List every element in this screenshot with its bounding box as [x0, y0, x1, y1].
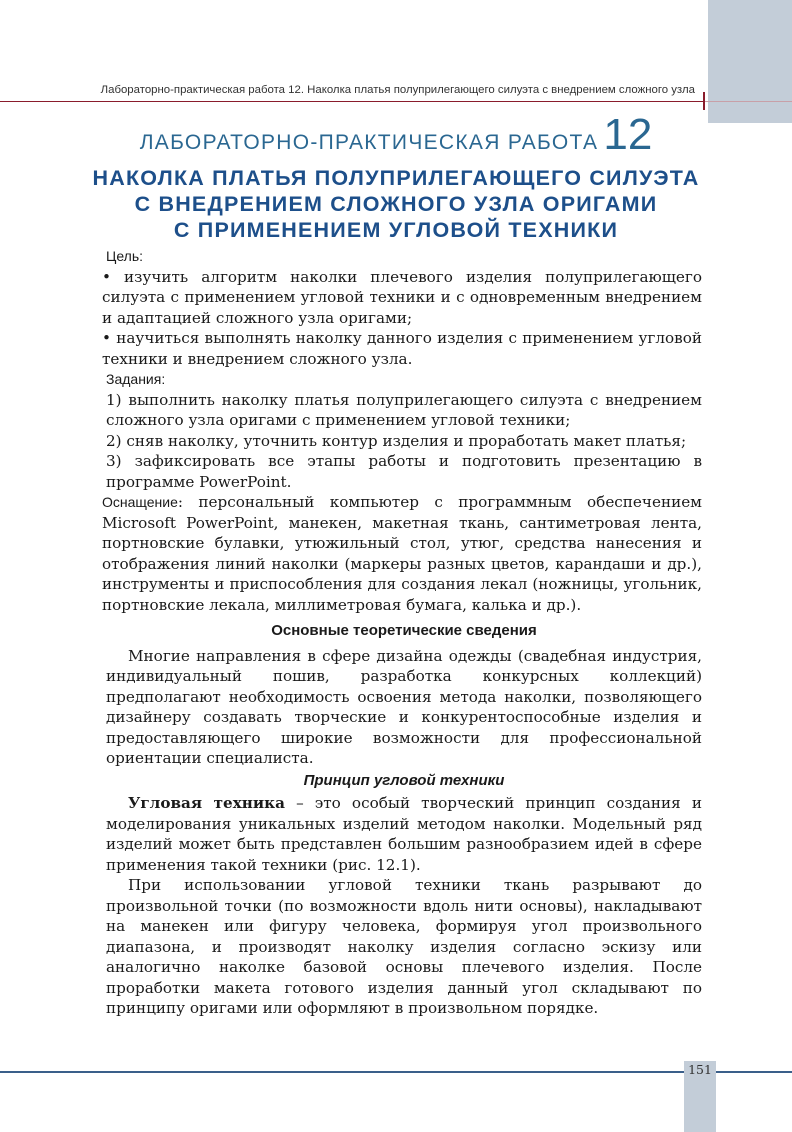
- subtitle-line: НАКОЛКА ПЛАТЬЯ ПОЛУПРИЛЕГАЮЩЕГО СИЛУЭТА: [92, 166, 700, 190]
- main-content: [102, 246, 702, 1019]
- goal-label-line: Цель:: [106, 248, 144, 264]
- principle-term: Угловая техника: [128, 794, 285, 812]
- footer-rule-right: [716, 1071, 792, 1073]
- title-label: ЛАБОРАТОРНО-ПРАКТИЧЕСКАЯ РАБОТА: [139, 131, 599, 154]
- goal-item: • изучить алгоритм наколки плечевого изделия полуприлегающего силуэта с применением угловой техники и с одновременным внедрением и адаптацией сложного узла оригами;: [102, 267, 702, 327]
- goal-label: Цель: [106, 248, 140, 264]
- page-title: [0, 110, 792, 159]
- task-item: 2) сняв наколку, уточнить контур изделия и проработать макет платья;: [106, 431, 687, 450]
- task-item: 1) выполнить наколку платья полуприлегающего силуэта с внедрением сложного узла оригами с применением угловой техники;: [106, 390, 702, 429]
- goal-item: • научиться выполнять наколку данного изделия с применением угловой техники и внедрением сложного узла.: [102, 329, 702, 368]
- page-subtitle: [0, 165, 792, 243]
- tasks-label-line: Задания:: [106, 371, 166, 387]
- header-rule: [0, 101, 703, 102]
- header-rule-right: [705, 101, 792, 102]
- equipment-label: Оснащение: [102, 494, 178, 510]
- equipment-paragraph: [102, 492, 702, 615]
- subtitle-line: С ВНЕДРЕНИЕМ СЛОЖНОГО УЗЛА ОРИГАМИ: [134, 192, 658, 216]
- page-number: 151: [688, 1062, 712, 1077]
- tasks-label: Задания: [106, 371, 162, 387]
- principle-text: – это особый творческий принцип создания и моделирования уникальных изделий методом наколки. Модельный ряд изделий может быть представлен большим разнообразием идей в сфере применения такой техники (рис. 12.1).: [106, 794, 702, 874]
- subtitle-line: С ПРИМЕНЕНИЕМ УГЛОВОЙ ТЕХНИКИ: [173, 218, 619, 242]
- title-number: 12: [603, 110, 653, 159]
- principle-paragraph-2: При использовании угловой техники ткань разрывают до произвольной точки (по возможности вдоль нити основы), накладывают на манекен или фигуру человека, формируя угол произвольного диапазона, и производят наколку изделия согласно эскизу или аналогично наколке базовой основы плечевого изделия. После проработки макета готового изделия данный угол складывают по принципу оригами или оформляют в произвольном порядке.: [106, 876, 702, 1017]
- theory-heading: Основные теоретические сведения: [271, 622, 537, 639]
- running-head: Лабораторно-практическая работа 12. Наколка платья полуприлегающего силуэта с внедрением сложного узла: [100, 84, 695, 96]
- page-corner-tab: [708, 0, 792, 123]
- task-item: 3) зафиксировать все этапы работы и подготовить презентацию в программе PowerPoint.: [106, 452, 702, 491]
- footer-rule: [0, 1071, 684, 1073]
- principle-heading: Принцип угловой техники: [303, 771, 505, 789]
- equipment-text: : персональный компьютер с программным обеспечением Microsoft PowerPoint, манекен, макетная ткань, сантиметровая лента, портновские булавки, утюжильный стол, утюг, средства нанесения и отображения линий наколки (маркеры разных цветов, карандаши и др.), инструменты и приспособления для создания лекал (ножницы, угольник, портновские лекала, миллиметровая бумага, калька и др.).: [102, 493, 702, 614]
- principle-paragraph-1: [106, 793, 702, 875]
- theory-paragraph: Многие направления в сфере дизайна одежды (свадебная индустрия, индивидуальный пошив, разработка конкурсных коллекций) предполагают необходимость освоения метода наколки, позволяющего дизайнеру создавать творческие и конкурентоспособные изделия и предоставляющего широкие возможности для профессиональной ориентации специалиста.: [106, 646, 702, 767]
